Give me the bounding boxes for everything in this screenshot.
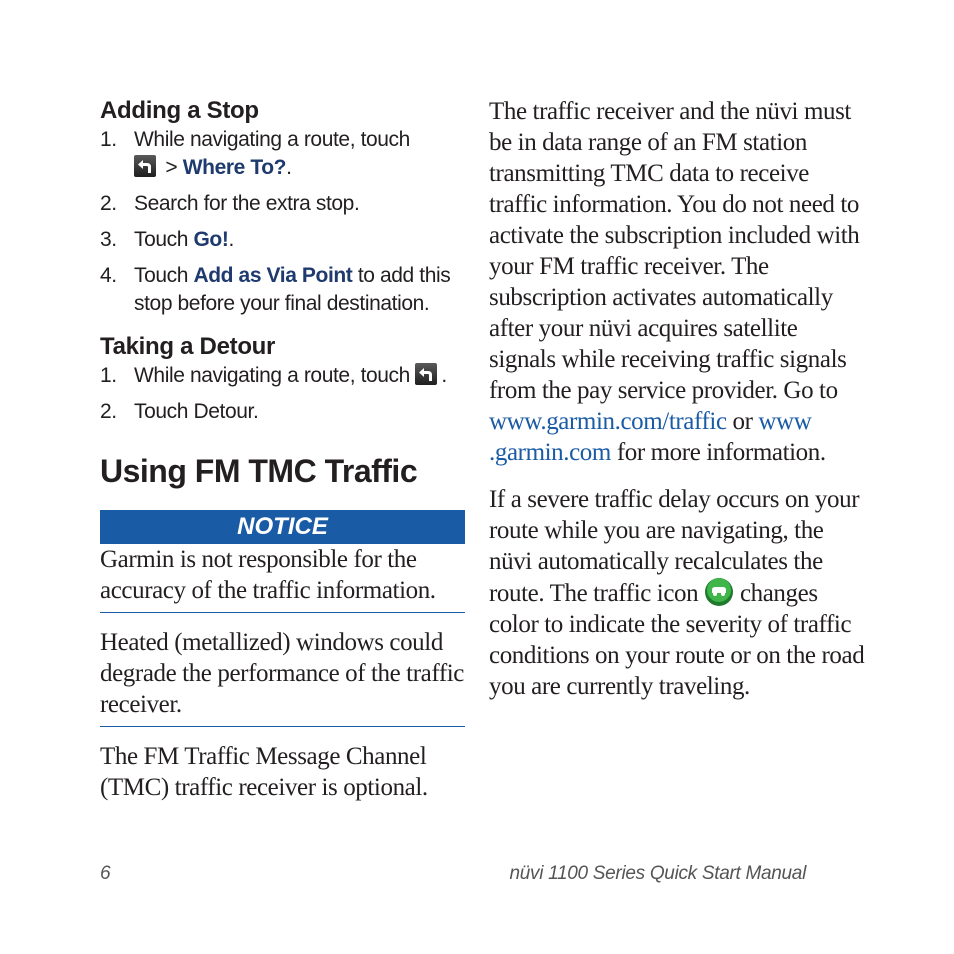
step-text: Search for the extra stop. — [134, 192, 360, 215]
back-arrow-icon — [415, 363, 437, 385]
add-via-point-keyword: Add as Via Point — [193, 264, 353, 287]
notice-text: Garmin is not responsible for the accuracy of the traffic information. — [100, 546, 436, 604]
step-number: 3. — [100, 228, 117, 251]
garmin-home-link[interactable]: www .garmin.com — [489, 408, 812, 466]
list-item — [100, 262, 465, 318]
traffic-receiver-paragraph — [489, 96, 869, 468]
step-number: 1. — [100, 128, 117, 151]
adding-stop-heading: Adding a Stop — [100, 97, 259, 124]
step-number: 2. — [100, 400, 117, 423]
optional-paragraph: The FM Traffic Message Channel (TMC) traffic receiver is optional. — [100, 743, 428, 801]
back-arrow-icon — [134, 155, 156, 177]
step-end: . — [286, 156, 292, 179]
list-item — [100, 398, 465, 426]
paragraph-text: The traffic receiver and the nüvi must be in data range of an FM station transmitting TMC data to receive traffic information. You do not need to activate the subscription included with your FM traffic receiver. The subscription activates automatically after your nüvi acquires satellite signals while receiving traffic signals from the pay service provider. Go to — [489, 98, 860, 404]
paragraph-text: If a severe traffic delay occurs on your route while you are navigating, the nüvi automatically recalculates the route. The traffic icon — [489, 486, 860, 607]
list-item — [100, 190, 465, 218]
windows-paragraph: Heated (metallized) windows could degrade the performance of the traffic receiver. — [100, 629, 464, 718]
garmin-traffic-link[interactable]: www.garmin.com/traffic — [489, 408, 727, 435]
step-end: to add this stop before your final destination. — [134, 264, 451, 315]
paragraph-text: changes color to indicate the severity of traffic conditions on your route or on the road you are currently traveling. — [489, 580, 865, 700]
right-column — [489, 96, 869, 702]
step-text: Touch — [134, 228, 194, 251]
step-number: 2. — [100, 192, 117, 215]
step-number: 1. — [100, 364, 117, 387]
notice-banner: NOTICE — [100, 510, 465, 544]
left-column — [100, 96, 465, 803]
fm-tmc-heading: Using FM TMC Traffic — [100, 453, 418, 489]
step-text: While navigating a route, touch — [134, 128, 410, 151]
traffic-delay-paragraph — [489, 484, 869, 702]
go-keyword: Go! — [193, 228, 229, 251]
step-text: Touch — [134, 264, 194, 287]
page-number: 6 — [100, 863, 111, 884]
taking-detour-heading: Taking a Detour — [100, 333, 276, 360]
paragraph-text: for more information. — [610, 439, 826, 466]
where-to-keyword: Where To? — [182, 156, 287, 179]
traffic-icon — [704, 577, 734, 607]
step-separator: > — [160, 156, 183, 179]
step-end: . — [441, 364, 447, 387]
list-item — [100, 362, 465, 390]
divider — [100, 612, 465, 613]
list-item — [100, 226, 465, 254]
step-number: 4. — [100, 264, 117, 287]
paragraph-text: or — [726, 408, 759, 435]
step-text: While navigating a route, touch — [134, 364, 416, 387]
divider — [100, 726, 465, 727]
adding-stop-steps — [100, 126, 465, 318]
step-text: Touch Detour. — [134, 400, 259, 423]
list-item — [100, 126, 465, 182]
step-end: . — [228, 228, 234, 251]
manual-title: nüvi 1100 Series Quick Start Manual — [509, 863, 806, 884]
taking-detour-steps — [100, 362, 465, 426]
